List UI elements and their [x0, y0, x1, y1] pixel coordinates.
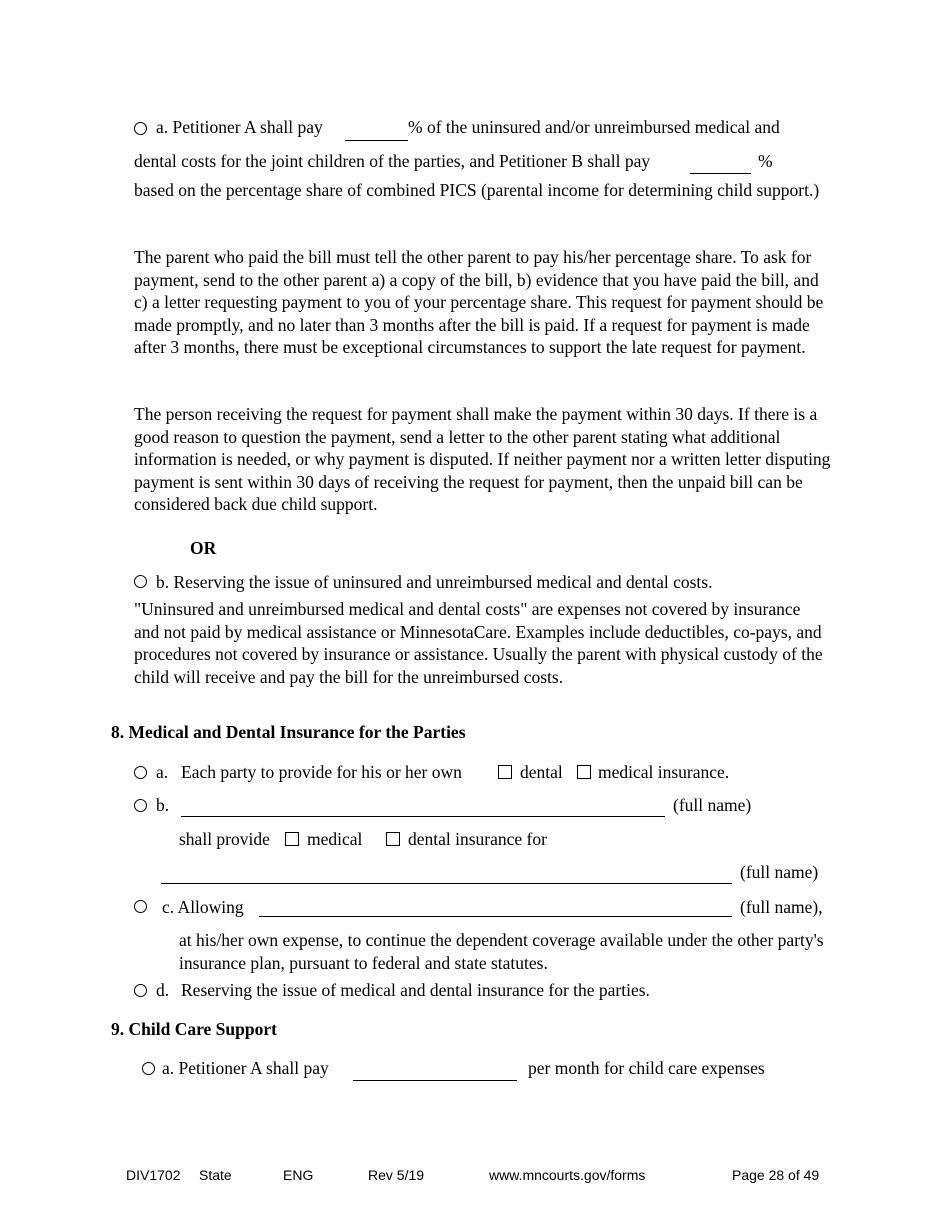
option-8d-radio[interactable]: [134, 984, 147, 997]
option-8b-radio[interactable]: [134, 799, 147, 812]
option-7a-line3: based on the percentage share of combined PICS (parental income for determining child support.): [134, 180, 820, 200]
option-9a-suffix: per month for child care expenses: [528, 1058, 765, 1078]
option-7b-radio[interactable]: [134, 575, 147, 588]
8c-paragraph: at his/her own expense, to continue the dependent coverage available under the other party's insurance plan, pursuant to federal and state statutes.: [179, 930, 824, 973]
option-8d-text: Reserving the issue of medical and dental insurance for the parties.: [181, 980, 650, 1000]
8b-dental-checkbox[interactable]: [386, 832, 400, 846]
option-8a-text: Each party to provide for his or her own: [181, 762, 462, 782]
footer-revision: Rev 5/19: [368, 1167, 425, 1183]
option-8c-text: c. Allowing: [162, 897, 244, 917]
8b-medical-label: medical: [307, 829, 363, 849]
option-8d-letter: d.: [156, 980, 170, 1000]
option-8a-radio[interactable]: [134, 766, 147, 779]
8b-medical-checkbox[interactable]: [285, 832, 299, 846]
petitioner-a-percent-field[interactable]: [345, 140, 408, 141]
option-9a-text: a. Petitioner A shall pay: [162, 1058, 329, 1078]
8a-medical-checkbox[interactable]: [577, 765, 591, 779]
8c-name-field[interactable]: [259, 916, 732, 917]
8a-dental-label: dental: [520, 762, 563, 782]
8b-provider-name-field[interactable]: [181, 816, 665, 817]
8b-fullname-label: (full name): [673, 795, 752, 815]
option-7b-text: b. Reserving the issue of uninsured and unreimbursed medical and dental costs.: [156, 572, 713, 592]
request-payment-paragraph: The parent who paid the bill must tell the other parent to pay his/her percentage share. To ask for payment, send to the other parent a) a copy of the bill, b) evidence that you have paid the bill, and c) a letter requesting payment to you of your percentage share. This request for payment should be made promptly, and no later than 3 months after the bill is paid. If a request for payment is made after 3 months, there must be exceptional circumstances to support the late request for payment.: [134, 247, 824, 357]
option-8a-letter: a.: [156, 762, 169, 782]
8c-fullname-label: (full name),: [740, 897, 823, 917]
option-8b-letter: b.: [156, 795, 170, 815]
option-8c-radio[interactable]: [134, 900, 147, 913]
petitioner-b-percent-field[interactable]: [690, 173, 751, 174]
footer-page-number: Page 28 of 49: [732, 1167, 820, 1183]
receiving-payment-paragraph: The person receiving the request for payment shall make the payment within 30 days. If there is a good reason to question the payment, send a letter to the other parent stating what additional information is needed, or why payment is disputed. If neither payment nor a written letter disputing payment is sent within 30 days of receiving the request for payment, then the unpaid bill can be considered back due child support.: [134, 404, 831, 514]
option-9a-radio[interactable]: [142, 1062, 155, 1075]
percent-sign: %: [758, 151, 773, 171]
8b-shall-provide: shall provide: [179, 829, 270, 849]
8a-medical-label: medical insurance.: [598, 762, 730, 782]
8b-fullname2-label: (full name): [740, 862, 819, 882]
footer-url[interactable]: www.mncourts.gov/forms: [489, 1167, 646, 1183]
8b-dental-label: dental insurance for: [408, 829, 547, 849]
option-7a-text-part1: a. Petitioner A shall pay: [156, 117, 323, 137]
option-7a-line2: dental costs for the joint children of the parties, and Petitioner B shall pay: [134, 151, 651, 171]
footer-state: State: [199, 1167, 232, 1183]
footer-form-id: DIV1702: [126, 1167, 181, 1183]
child-care-amount-field[interactable]: [353, 1080, 517, 1081]
section-8-heading: 8. Medical and Dental Insurance for the Parties: [111, 722, 466, 742]
8a-dental-checkbox[interactable]: [498, 765, 512, 779]
or-label: OR: [190, 538, 217, 558]
option-7a-radio[interactable]: [134, 122, 147, 135]
unreimbursed-definition: "Uninsured and unreimbursed medical and dental costs" are expenses not covered by insurance and not paid by medical assistance or MinnesotaCare. Examples include deductibles, co-pays, and procedures not covered by insurance or assistance. Usually the parent with physical custody of the child will receive and pay the bill for the unreimbursed costs.: [134, 599, 823, 687]
8b-recipient-name-field[interactable]: [161, 883, 732, 884]
option-7a-text-part2: % of the uninsured and/or unreimbursed medical and: [408, 117, 780, 137]
section-9-heading: 9. Child Care Support: [111, 1019, 277, 1039]
footer-language: ENG: [283, 1167, 314, 1183]
